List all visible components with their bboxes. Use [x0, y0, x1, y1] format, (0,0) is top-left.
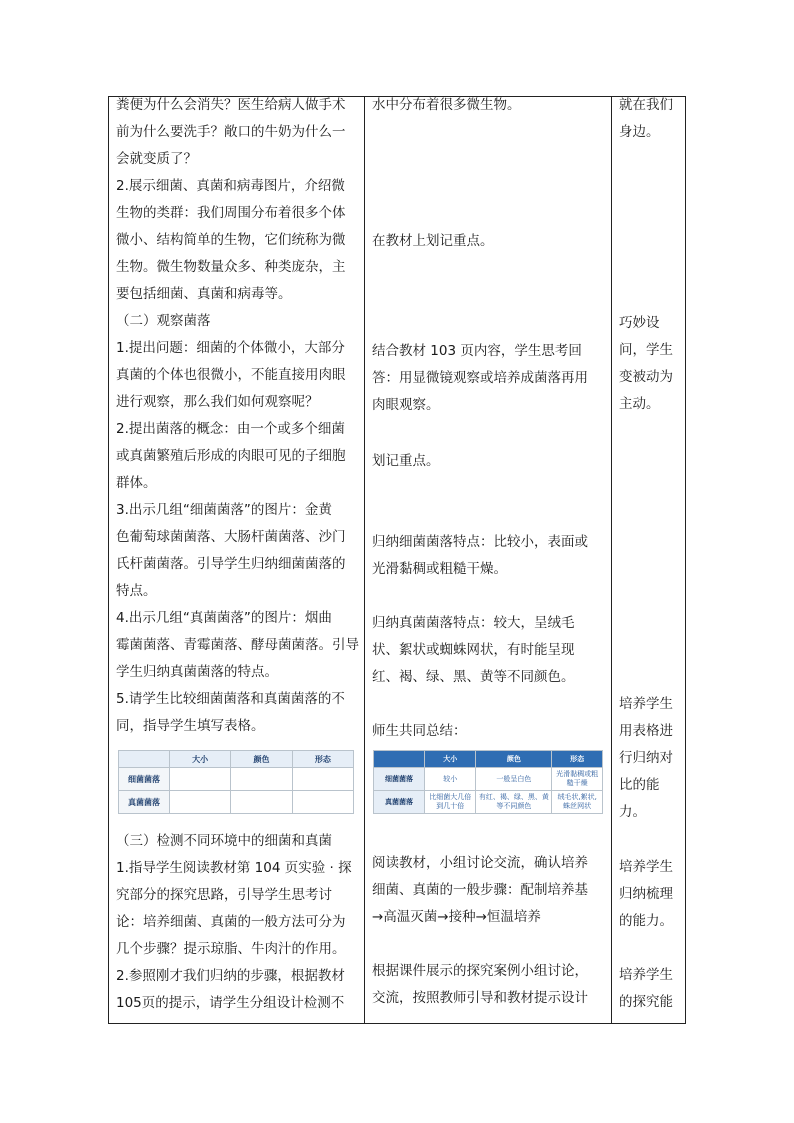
text-line: 结合教材 103 页内容，学生思考回 — [372, 343, 582, 359]
table-cell — [292, 791, 353, 814]
text-line: 划记重点。 — [372, 453, 440, 469]
text-line: 肉眼观察。 — [372, 397, 440, 413]
design-intent-a — [619, 92, 683, 146]
text-line: 霉菌菌落、青霉菌落、酵母菌菌落。引导 — [116, 637, 359, 653]
text-line: 主动。 — [619, 396, 660, 412]
text-line: 力。 — [619, 804, 646, 820]
table-cell: 一般呈白色 — [476, 768, 552, 791]
text-line: 答：用显微镜观察或培养成菌落再用 — [372, 370, 588, 386]
text-line: 生物的类群：我们周围分布着很多个体 — [116, 205, 346, 221]
table-cell: 光滑黏稠或粗糙干燥 — [552, 768, 603, 791]
text-line: 细菌、真菌的一般步骤：配制培养基 — [372, 882, 588, 898]
text-line: 5.请学生比较细菌菌落和真菌菌落的不 — [116, 691, 345, 707]
table-cell: 较小 — [425, 768, 476, 791]
text-line: 培养学生 — [619, 696, 673, 712]
table-header: 形态 — [552, 751, 603, 768]
table-cell: 绒毛状,絮状,蛛丝网状 — [552, 791, 603, 814]
text-line: 同，指导学生填写表格。 — [116, 718, 265, 734]
text-line: 或真菌繁殖后形成的肉眼可见的子细胞 — [116, 448, 346, 464]
section-heading: （二）观察菌落 — [116, 313, 211, 329]
text-line: 2.参照刚才我们归纳的步骤，根据教材 — [116, 968, 345, 984]
text-line: 阅读教材，小组讨论交流，确认培养 — [372, 855, 588, 871]
text-line: 状、絮状或蜘蛛网状，有时能呈现 — [372, 642, 575, 658]
table-cell — [231, 791, 292, 814]
table-header — [374, 751, 425, 768]
student-activity-f — [372, 610, 608, 691]
text-line: 根据课件展示的探究案例小组讨论， — [372, 963, 588, 979]
text-line: 群体。 — [116, 475, 157, 491]
text-line: 归纳真菌菌落特点：较大，呈绒毛 — [372, 615, 575, 631]
text-line: 就在我们 — [619, 97, 673, 113]
student-activity-a — [372, 92, 608, 119]
text-line: 归纳梳理 — [619, 886, 673, 902]
table-cell — [292, 768, 353, 791]
table-header: 大小 — [170, 751, 231, 768]
column-divider — [364, 96, 365, 1024]
table-cell — [170, 768, 231, 791]
table-cell: 有红、褐、绿、黑、黄等不同颜色 — [476, 791, 552, 814]
text-line: 微小、结构简单的生物，它们统称为微 — [116, 232, 346, 248]
table-cell — [231, 768, 292, 791]
table-header: 颜色 — [476, 751, 552, 768]
table-header — [119, 751, 170, 768]
teacher-activities-continued — [116, 828, 361, 1017]
student-activity-d — [372, 448, 608, 475]
text-line: 在教材上划记重点。 — [372, 233, 494, 249]
text-line: 巧妙设 — [619, 315, 660, 331]
table-header: 大小 — [425, 751, 476, 768]
table-row-label: 细菌菌落 — [119, 768, 170, 791]
text-line: 生物。微生物数量众多、种类庞杂，主 — [116, 259, 346, 275]
text-line: 归纳细菌菌落特点：比较小，表面或 — [372, 534, 588, 550]
table-row-label: 真菌菌落 — [374, 791, 425, 814]
text-line: 比的能 — [619, 777, 660, 793]
text-line: 光滑黏稠或粗糙干燥。 — [372, 561, 507, 577]
text-line: 1.提出问题：细菌的个体微小，大部分 — [116, 340, 345, 356]
text-line: 用表格进 — [619, 723, 673, 739]
design-intent-d — [619, 854, 683, 935]
column-divider — [611, 96, 612, 1024]
text-line: 水中分布着很多微生物。 — [372, 97, 521, 113]
text-line: 师生共同总结： — [372, 723, 467, 739]
summary-colony-table — [373, 750, 603, 814]
text-line: 4.出示几组“真菌菌落”的图片：烟曲 — [116, 610, 332, 626]
text-line: 色葡萄球菌菌落、大肠杆菌菌落、沙门 — [116, 529, 346, 545]
text-line: 培养学生 — [619, 967, 673, 983]
text-line: 1.指导学生阅读教材第 104 页实验 · 探 — [116, 860, 352, 876]
text-line: 变被动为 — [619, 369, 673, 385]
blank-colony-table — [118, 750, 354, 814]
text-line: 身边。 — [619, 124, 660, 140]
design-intent-e — [619, 962, 683, 1016]
text-line: 要包括细菌、真菌和病毒等。 — [116, 286, 292, 302]
student-activity-i — [372, 958, 608, 1012]
text-line: →高温灭菌→接种→恒温培养 — [372, 909, 541, 925]
text-line: 交流，按照教师引导和教材提示设计 — [372, 990, 588, 1006]
student-activity-h — [372, 850, 608, 931]
section-heading: （三）检测不同环境中的细菌和真菌 — [116, 833, 332, 849]
text-line: 红、褐、绿、黑、黄等不同颜色。 — [372, 669, 575, 685]
text-line: 3.出示几组“细菌菌落”的图片：金黄 — [116, 502, 332, 518]
design-intent-c — [619, 691, 683, 826]
text-line: 究部分的探究思路，引导学生思考讨 — [116, 887, 332, 903]
student-activity-g — [372, 718, 608, 745]
text-line: 氏杆菌菌落。引导学生归纳细菌菌落的 — [116, 556, 346, 572]
table-header: 颜色 — [231, 751, 292, 768]
table-row-label: 细菌菌落 — [374, 768, 425, 791]
table-row-label: 真菌菌落 — [119, 791, 170, 814]
text-line: 问，学生 — [619, 342, 673, 358]
text-line: 进行观察，那么我们如何观察呢？ — [116, 394, 319, 410]
text-line: 的探究能 — [619, 994, 673, 1010]
text-line: 105页的提示，请学生分组设计检测不 — [116, 995, 345, 1011]
text-line: 真菌的个体也很微小，不能直接用肉眼 — [116, 367, 346, 383]
text-line: 学生归纳真菌菌落的特点。 — [116, 664, 278, 680]
text-line: 会就变质了？ — [116, 151, 197, 167]
student-activity-c — [372, 338, 608, 419]
table-cell: 比细菌大几倍到几十倍 — [425, 791, 476, 814]
text-line: 论：培养细菌、真菌的一般方法可分为 — [116, 914, 346, 930]
text-line: 行归纳对 — [619, 750, 673, 766]
text-line: 特点。 — [116, 583, 157, 599]
text-line: 前为什么要洗手？敞口的牛奶为什么一 — [116, 124, 346, 140]
table-header: 形态 — [292, 751, 353, 768]
student-activity-b — [372, 228, 608, 255]
text-line: 2.提出菌落的概念：由一个或多个细菌 — [116, 421, 345, 437]
teacher-activities — [116, 92, 361, 740]
text-line: 粪便为什么会消失？医生给病人做手术 — [116, 97, 346, 113]
text-line: 几个步骤？提示琼脂、牛肉汁的作用。 — [116, 941, 346, 957]
student-activity-e — [372, 529, 608, 583]
design-intent-b — [619, 310, 683, 418]
text-line: 培养学生 — [619, 859, 673, 875]
text-line: 2.展示细菌、真菌和病毒图片，介绍微 — [116, 178, 345, 194]
table-cell — [170, 791, 231, 814]
text-line: 的能力。 — [619, 913, 673, 929]
